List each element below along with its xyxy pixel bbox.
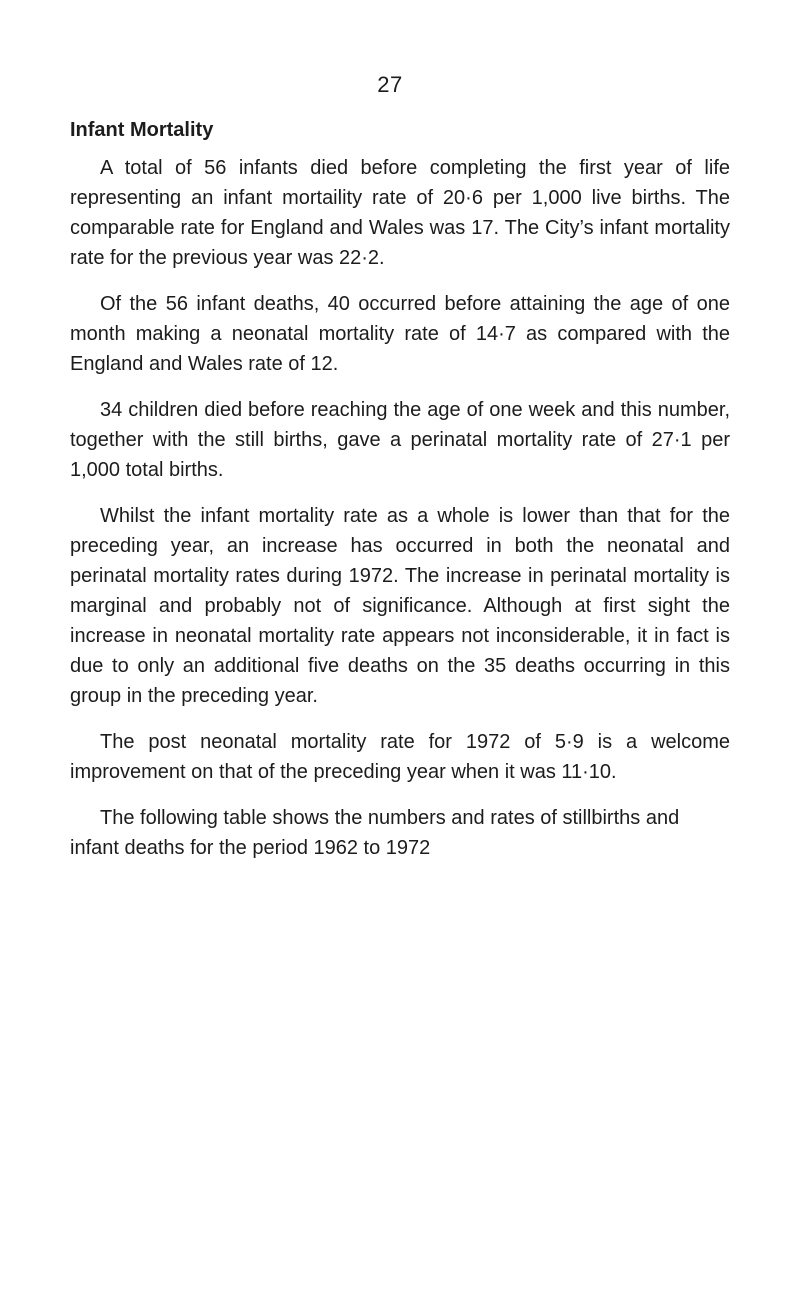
section-heading: Infant Mortality bbox=[70, 119, 214, 141]
paragraph-perinatal-deaths: 34 children died before reaching the age of one week and this number, together with the still births, gave a perinatal mortality rate of 27·1 per 1,000 total births. bbox=[70, 399, 730, 481]
page-number: 27 bbox=[377, 72, 403, 97]
body-text bbox=[70, 153, 730, 879]
paragraph-rate-comparison: Whilst the infant mortality rate as a whole is lower than that for the preceding year, an increase has occurred in both the neonatal and perinatal mortality rates during 1972. The increase in perinatal mortality is marginal and probably not of significance. Although at first sight the increase in neonatal mortality rate appears not inconsiderable, it in fact is due to only an additional five deaths on the 35 deaths occurring in this group in the preceding year. bbox=[70, 505, 730, 707]
paragraph-infant-deaths-total: A total of 56 infants died before completing the first year of life representing an infant mortaility rate of 20·6 per 1,000 live births. The comparable rate for England and Wales was 17. The City’s infant mortality rate for the previous year was 22·2. bbox=[70, 157, 730, 269]
paragraph-table-intro: The following table shows the numbers and rates of stillbirths and infant deaths for the period 1962 to 1972 bbox=[70, 807, 680, 859]
paragraph-post-neonatal-rate: The post neonatal mortality rate for 1972 of 5·9 is a welcome improvement on that of the preceding year when it was 11·10. bbox=[70, 731, 730, 783]
paragraph-neonatal-deaths: Of the 56 infant deaths, 40 occurred before attaining the age of one month making a neonatal mortality rate of 14·7 as compared with the England and Wales rate of 12. bbox=[70, 293, 730, 375]
